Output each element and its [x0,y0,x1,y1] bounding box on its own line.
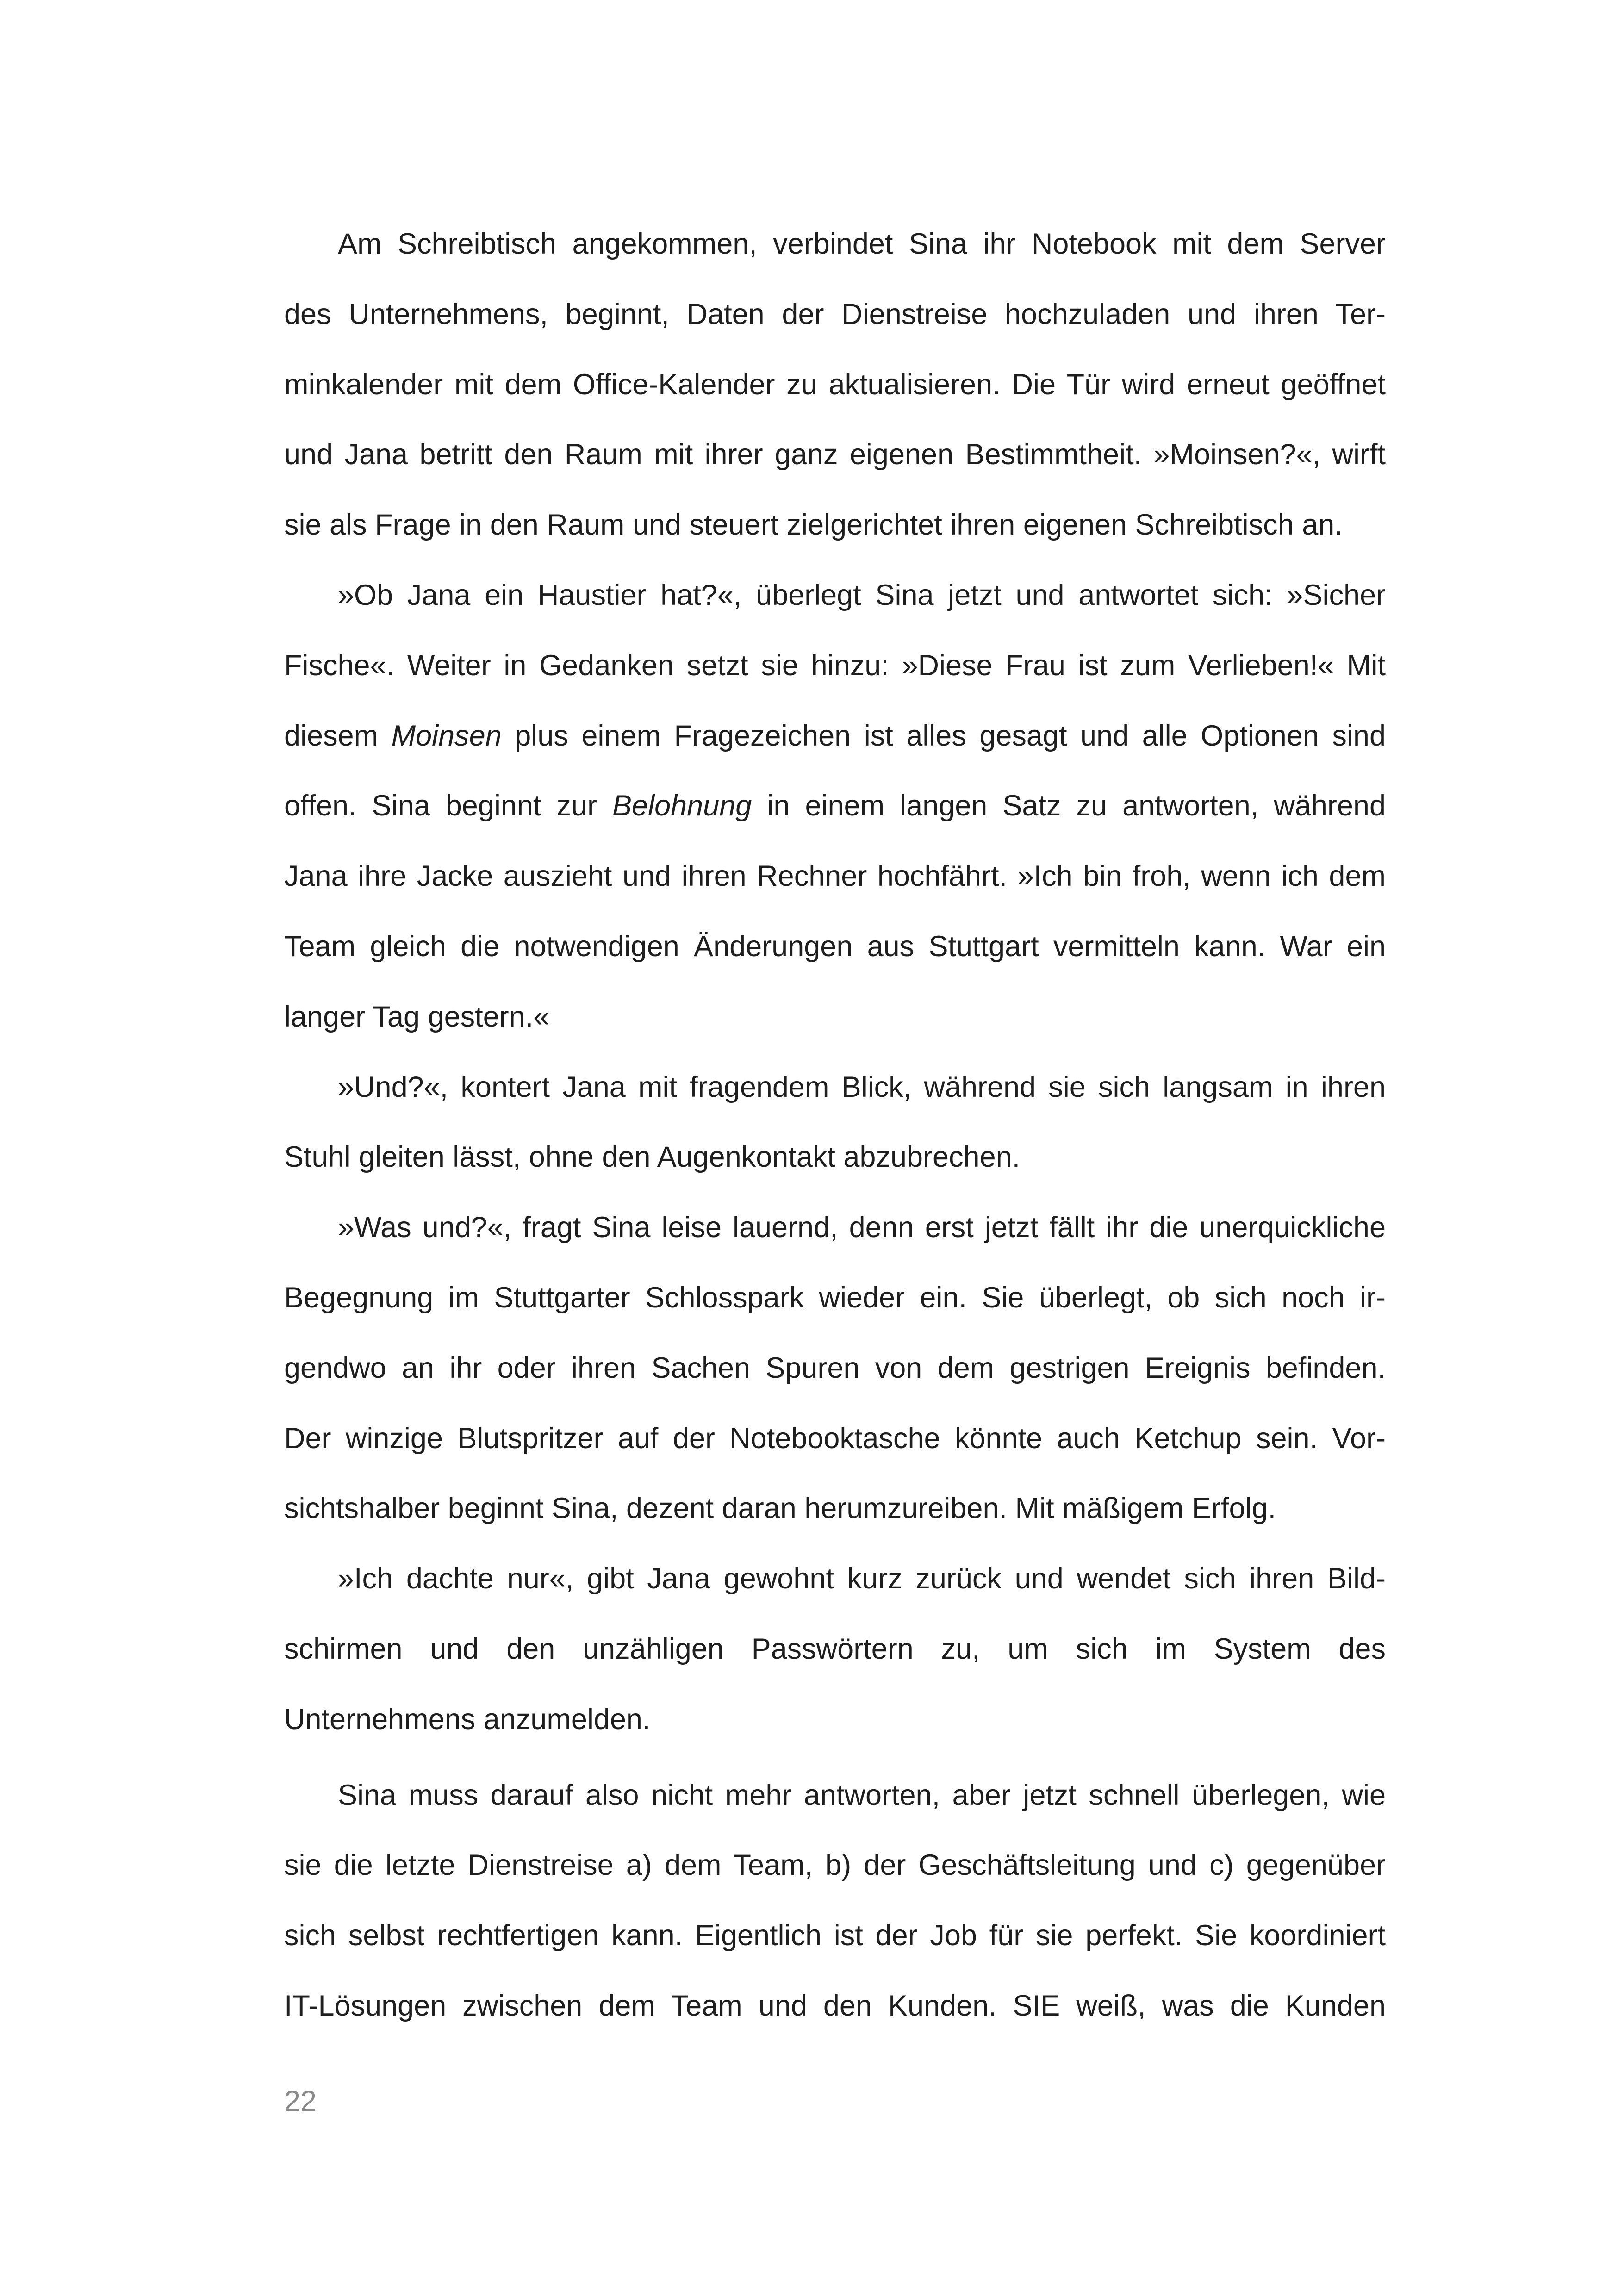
text-line: Sina muss darauf also nicht mehr antworten, aber jetzt schnell überlegen, wie [338,1779,1386,1811]
text-line: IT-Lösungen zwischen dem Team und den Kunden. SIE weiß, was die Kunden [284,1989,1386,2022]
italic-text: Moinsen [391,719,502,752]
text-line: Jana ihre Jacke auszieht und ihren Rechner hochfährt. »Ich bin froh, wenn ich dem [284,860,1386,893]
text-line: »Ich dachte nur«, gibt Jana gewohnt kurz zurück und wendet sich ihren Bild- [338,1562,1386,1595]
text-run: plus einem Fragezeichen ist alles gesagt und alle Optionen sind [501,719,1386,752]
text-run: in einem langen Satz zu antworten, während [752,790,1386,822]
text-run: diesem [284,719,392,752]
text-line: Der winzige Blutspritzer auf der Notebooktasche könnte auch Ketchup sein. Vor- [284,1422,1386,1455]
page-number: 22 [284,2085,317,2117]
text-line: und Jana betritt den Raum mit ihrer ganz eigenen Bestimmtheit. »Moinsen?«, wirft [284,438,1386,471]
text-line: Am Schreibtisch angekommen, verbindet Sina ihr Notebook mit dem Server [338,228,1386,260]
text-line: langer Tag gestern.« [284,1000,550,1033]
paragraph-gap [284,1755,1386,1761]
text-line: sich selbst rechtfertigen kann. Eigentlich ist der Job für sie perfekt. Sie koordiniert [284,1919,1386,1952]
text-line: »Was und?«, fragt Sina leise lauernd, denn erst jetzt fällt ihr die unerquickliche [338,1211,1386,1244]
text-line: Unternehmens anzumelden. [284,1703,651,1736]
text-line [284,701,1386,772]
text-run: offen. Sina beginnt zur [284,790,613,822]
text-line: des Unternehmens, beginnt, Daten der Dienstreise hochzuladen und ihren Ter- [284,298,1386,330]
text-line: sie als Frage in den Raum und steuert zielgerichtet ihren eigenen Schreibtisch an. [284,509,1343,541]
text-line: Stuhl gleiten lässt, ohne den Augenkontakt abzubrechen. [284,1141,1021,1174]
text-line: schirmen und den unzähligen Passwörtern zu, um sich im System des [284,1632,1386,1665]
text-line: »Ob Jana ein Haustier hat?«, überlegt Sina jetzt und antwortet sich: »Sicher [338,579,1386,611]
text-line: »Und?«, kontert Jana mit fragendem Blick, während sie sich langsam in ihren [338,1070,1386,1103]
text-line: gendwo an ihr oder ihren Sachen Spuren von dem gestrigen Ereignis befinden. [284,1351,1386,1384]
text-line: minkalender mit dem Office-Kalender zu aktualisieren. Die Tür wird erneut geöffnet [284,368,1386,401]
text-line: Begegnung im Stuttgarter Schlosspark wieder ein. Sie überlegt, ob sich noch ir- [284,1281,1386,1314]
italic-text: Belohnung [612,790,752,822]
text-line: Team gleich die notwendigen Änderungen aus Stuttgart vermitteln kann. War ein [284,930,1386,963]
text-line: sichtshalber beginnt Sina, dezent daran herumzureiben. Mit mäßigem Erfolg. [284,1492,1276,1525]
text-line: Fische«. Weiter in Gedanken setzt sie hinzu: »Diese Frau ist zum Verlieben!« Mit [284,649,1386,682]
text-line: sie die letzte Dienstreise a) dem Team, b) der Geschäftsleitung und c) gegenüber [284,1849,1386,1882]
body-text [284,209,1386,2041]
text-line [284,771,1386,841]
